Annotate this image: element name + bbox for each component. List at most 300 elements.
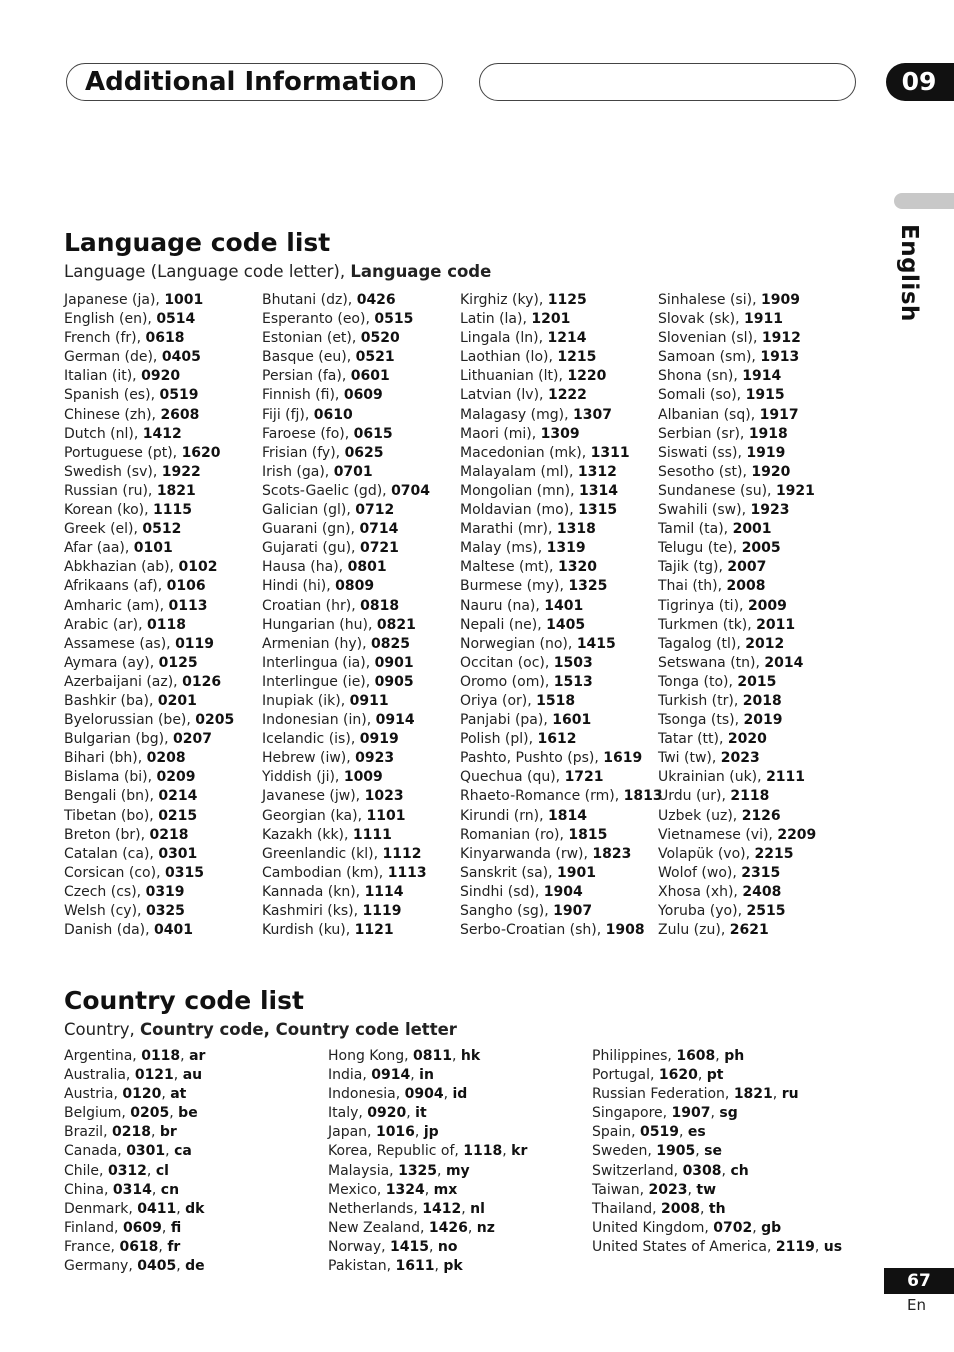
language-code: 0405 — [161, 349, 201, 366]
language-code: 0704 — [391, 482, 431, 499]
language-code: 1125 — [547, 292, 587, 308]
language-name: Telugu (te), — [658, 540, 742, 557]
language-code: 0113 — [168, 597, 208, 614]
country-entry — [328, 1257, 527, 1276]
country-letter: kr — [511, 1143, 528, 1160]
language-code: 0521 — [355, 349, 395, 366]
language-code: 0205 — [195, 712, 235, 729]
language-entry — [262, 730, 430, 749]
country-name: Canada, — [64, 1143, 127, 1160]
language-code: 2019 — [743, 712, 783, 729]
language-name: Cambodian (km), — [262, 864, 388, 881]
language-name: Mongolian (mn), — [460, 482, 579, 499]
language-entry — [658, 406, 816, 425]
language-code: 1111 — [352, 826, 392, 843]
language-name: Oromo (om), — [460, 673, 554, 690]
language-code: 2007 — [727, 559, 767, 576]
country-name: Indonesia, — [328, 1086, 405, 1103]
country-column — [64, 1047, 205, 1276]
language-subtitle-normal: Language (Language code letter), — [64, 262, 351, 281]
country-separator: , — [428, 1238, 438, 1255]
country-entry — [328, 1238, 527, 1257]
country-column — [592, 1047, 842, 1257]
country-name: Denmark, — [64, 1200, 138, 1217]
language-name: Kashmiri (ks), — [262, 903, 363, 919]
language-code: 0609 — [343, 387, 383, 404]
country-entry — [64, 1085, 205, 1104]
language-code: 0512 — [142, 521, 182, 538]
language-entry — [460, 845, 663, 864]
country-letter: au — [182, 1067, 203, 1084]
language-code: 1620 — [181, 444, 221, 461]
language-entry — [262, 692, 430, 711]
page-language: En — [907, 1296, 926, 1314]
country-code: 1016 — [375, 1124, 415, 1141]
language-code: 0519 — [159, 387, 199, 404]
language-entry — [262, 425, 430, 444]
country-letter: pt — [706, 1067, 724, 1084]
language-entry — [64, 329, 234, 348]
language-code: 0714 — [359, 521, 399, 538]
language-code: 1813 — [623, 788, 663, 805]
country-separator: , — [752, 1219, 762, 1236]
language-entry — [658, 539, 816, 558]
country-code: 1611 — [395, 1258, 435, 1275]
language-name: Esperanto (eo), — [262, 311, 375, 328]
language-code: 0919 — [359, 731, 399, 748]
language-name: Bashkir (ba), — [64, 692, 158, 709]
country-name: Netherlands, — [328, 1200, 423, 1217]
country-name: Norway, — [328, 1238, 391, 1255]
language-entry — [262, 558, 430, 577]
country-entry — [328, 1066, 527, 1085]
language-entry — [658, 768, 816, 787]
language-column — [460, 291, 663, 940]
language-code: 1901 — [557, 864, 596, 881]
language-name: Sanskrit (sa), — [460, 864, 558, 881]
country-letter: us — [823, 1238, 843, 1255]
language-name: German (de), — [64, 349, 162, 366]
country-entry — [64, 1066, 205, 1085]
country-code: 0609 — [122, 1219, 162, 1236]
language-code: 1001 — [164, 292, 204, 308]
language-entry — [262, 902, 430, 921]
language-entry — [262, 711, 430, 730]
country-separator: , — [151, 1181, 161, 1198]
language-name: Persian (fa), — [262, 368, 351, 385]
language-code: 1325 — [568, 578, 608, 595]
language-entry — [64, 711, 234, 730]
language-code: 1405 — [546, 616, 586, 633]
language-code: 2408 — [742, 883, 782, 900]
language-entry — [658, 654, 816, 673]
language-name: Kirghiz (ky), — [460, 292, 548, 308]
language-code: 1215 — [557, 349, 597, 366]
language-name: Yoruba (yo), — [658, 903, 747, 919]
country-name: India, — [328, 1067, 372, 1084]
language-code: 0923 — [355, 750, 395, 767]
language-name: Urdu (ur), — [658, 788, 731, 805]
country-letter: mx — [433, 1181, 458, 1198]
language-code: 1721 — [564, 769, 604, 786]
language-code: 0319 — [145, 883, 185, 900]
language-name: Arabic (ar), — [64, 616, 147, 633]
language-entry — [460, 883, 663, 902]
language-entry — [460, 520, 663, 539]
country-code: 0618 — [119, 1238, 159, 1255]
country-letter: hk — [460, 1048, 481, 1064]
language-entry — [658, 577, 816, 596]
country-name: Pakistan, — [328, 1258, 396, 1275]
language-entry — [658, 673, 816, 692]
language-code: 2111 — [766, 769, 806, 786]
country-separator: , — [158, 1238, 168, 1255]
language-code: 1909 — [760, 292, 800, 308]
language-code: 0106 — [166, 578, 206, 595]
language-entry — [262, 845, 430, 864]
language-entry — [64, 749, 234, 768]
language-entry — [64, 348, 234, 367]
country-name: Australia, — [64, 1067, 135, 1084]
language-code: 1119 — [362, 903, 402, 919]
country-letter: gb — [761, 1219, 782, 1236]
language-code: 0911 — [349, 692, 389, 709]
language-name: Georgian (ka), — [262, 807, 367, 824]
language-entry — [460, 501, 663, 520]
language-name: Bhutani (dz), — [262, 292, 357, 308]
language-code: 1814 — [548, 807, 587, 824]
language-name: Volapük (vo), — [658, 845, 755, 862]
country-letter: ar — [189, 1048, 206, 1064]
language-entry — [262, 864, 430, 883]
language-code: 2018 — [742, 692, 782, 709]
country-separator: , — [180, 1048, 190, 1064]
language-name: Polish (pl), — [460, 731, 538, 748]
country-entry — [64, 1257, 205, 1276]
language-code: 0809 — [335, 578, 375, 595]
language-entry — [460, 711, 663, 730]
language-entry — [658, 367, 816, 386]
country-entry — [328, 1142, 527, 1161]
language-entry — [658, 864, 816, 883]
language-code: 1312 — [577, 463, 617, 480]
language-name: Laothian (lo), — [460, 349, 558, 366]
country-letter: no — [437, 1238, 458, 1255]
language-code: 1908 — [605, 922, 645, 939]
language-entry — [658, 386, 816, 405]
language-name: Tigrinya (ti), — [658, 597, 748, 614]
country-entry — [64, 1238, 205, 1257]
language-entry — [658, 692, 816, 711]
language-name: Kazakh (kk), — [262, 826, 353, 843]
language-name: Estonian (et), — [262, 330, 361, 347]
country-separator: , — [715, 1048, 725, 1064]
language-entry — [460, 329, 663, 348]
country-entry — [592, 1085, 842, 1104]
language-code: 1919 — [746, 444, 786, 461]
language-code: 2009 — [747, 597, 787, 614]
language-name: Bulgarian (bg), — [64, 731, 173, 748]
language-name: Greenlandic (kl), — [262, 845, 383, 862]
language-code: 2215 — [754, 845, 794, 862]
country-separator: , — [700, 1200, 709, 1217]
language-entry — [460, 654, 663, 673]
language-name: Rhaeto-Romance (rm), — [460, 788, 624, 805]
language-code: 1415 — [576, 635, 616, 652]
language-code: 1009 — [343, 769, 383, 786]
language-name: Hausa (ha), — [262, 559, 348, 576]
language-entry — [262, 310, 430, 329]
country-entry — [328, 1123, 527, 1142]
language-code: 1309 — [540, 425, 580, 442]
language-name: Turkmen (tk), — [658, 616, 757, 633]
country-separator: , — [173, 1067, 183, 1084]
language-code: 2315 — [741, 864, 781, 881]
country-letter: id — [452, 1086, 468, 1103]
country-letter: cn — [160, 1181, 180, 1198]
language-name: Hungarian (hu), — [262, 616, 377, 633]
language-code: 0712 — [355, 502, 395, 519]
language-code: 0218 — [149, 826, 189, 843]
language-code: 1619 — [603, 750, 643, 767]
language-entry — [64, 673, 234, 692]
language-name: English (en), — [64, 311, 157, 328]
language-code: 0101 — [133, 540, 173, 557]
country-separator: , — [437, 1162, 446, 1179]
language-code: 2014 — [764, 654, 804, 671]
country-name: Switzerland, — [592, 1162, 683, 1179]
language-column — [64, 291, 234, 940]
header-title-box — [66, 63, 443, 101]
language-code: 0520 — [360, 330, 400, 347]
language-name: Occitan (oc), — [460, 654, 554, 671]
language-entry — [262, 883, 430, 902]
language-code: 1823 — [592, 845, 632, 862]
language-code: 1222 — [547, 387, 587, 404]
language-name: Moldavian (mo), — [460, 502, 579, 519]
language-entry — [658, 463, 816, 482]
language-code: 1921 — [775, 482, 815, 499]
language-entry — [64, 482, 234, 501]
country-name: Belgium, — [64, 1105, 131, 1122]
header-empty-box — [479, 63, 856, 101]
country-name: Germany, — [64, 1258, 138, 1275]
language-code: 0618 — [145, 330, 185, 347]
language-name: Tagalog (tl), — [658, 635, 746, 652]
language-entry — [262, 482, 430, 501]
country-section-subtitle — [64, 1020, 457, 1040]
country-letter: ch — [730, 1162, 749, 1179]
country-separator: , — [502, 1143, 512, 1160]
language-code: 1315 — [578, 502, 618, 519]
language-name: Kirundi (rn), — [460, 807, 549, 824]
language-name: Afar (aa), — [64, 540, 134, 557]
country-name: Portugal, — [592, 1067, 659, 1084]
country-letter: fi — [170, 1219, 182, 1236]
country-code: 1907 — [671, 1105, 711, 1122]
language-entry — [262, 654, 430, 673]
language-name: French (fr), — [64, 330, 146, 347]
language-entry — [64, 654, 234, 673]
language-code: 0119 — [175, 635, 215, 652]
language-code: 1513 — [553, 673, 593, 690]
language-code: 1922 — [161, 463, 201, 480]
country-entry — [592, 1104, 842, 1123]
language-entry — [64, 921, 234, 940]
language-code: 0207 — [172, 731, 212, 748]
language-name: Yiddish (ji), — [262, 769, 344, 786]
language-entry — [460, 577, 663, 596]
language-code: 0818 — [360, 597, 400, 614]
language-entry — [658, 921, 816, 940]
side-tab-marker — [894, 193, 954, 209]
language-code: 0125 — [158, 654, 198, 671]
language-entry — [64, 883, 234, 902]
country-separator: , — [414, 1124, 424, 1141]
country-entry — [64, 1162, 205, 1181]
country-letter: it — [415, 1105, 427, 1122]
language-code: 1115 — [153, 502, 192, 519]
country-entry — [592, 1142, 842, 1161]
language-name: Corsican (co), — [64, 864, 165, 881]
country-entry — [592, 1162, 842, 1181]
language-entry — [262, 329, 430, 348]
language-code: 1113 — [387, 864, 427, 881]
language-code: 0615 — [353, 425, 393, 442]
language-entry — [460, 807, 663, 826]
language-entry — [64, 406, 234, 425]
language-name: Russian (ru), — [64, 482, 157, 499]
country-entry — [328, 1104, 527, 1123]
country-separator: , — [176, 1258, 186, 1275]
language-entry — [64, 520, 234, 539]
language-entry — [658, 807, 816, 826]
language-entry — [64, 730, 234, 749]
language-entry — [262, 386, 430, 405]
language-entry — [658, 444, 816, 463]
country-code: 1426 — [428, 1219, 468, 1236]
language-entry — [262, 291, 430, 310]
country-separator: , — [814, 1238, 824, 1255]
country-name: France, — [64, 1238, 120, 1255]
language-entry — [64, 902, 234, 921]
country-code: 0904 — [404, 1086, 444, 1103]
language-entry — [64, 291, 234, 310]
language-code: 1201 — [531, 311, 571, 328]
language-name: Nauru (na), — [460, 597, 545, 614]
language-code: 1815 — [568, 826, 608, 843]
language-entry — [658, 845, 816, 864]
language-name: Chinese (zh), — [64, 406, 161, 423]
language-name: Bislama (bi), — [64, 769, 157, 786]
language-name: Spanish (es), — [64, 387, 160, 404]
country-section-title: Country code list — [64, 986, 304, 1015]
language-name: Hindi (hi), — [262, 578, 336, 595]
country-separator: , — [169, 1105, 179, 1122]
country-name: Taiwan, — [592, 1181, 649, 1198]
language-code: 2008 — [726, 578, 766, 595]
country-name: United Kingdom, — [592, 1219, 714, 1236]
language-entry — [658, 348, 816, 367]
language-name: Swedish (sv), — [64, 463, 162, 480]
language-code: 1319 — [546, 540, 586, 557]
language-entry — [460, 558, 663, 577]
language-entry — [64, 692, 234, 711]
language-name: Quechua (qu), — [460, 769, 565, 786]
language-entry — [460, 673, 663, 692]
country-separator: , — [406, 1105, 416, 1122]
language-code: 1917 — [759, 406, 799, 423]
language-code: 1023 — [364, 788, 404, 805]
language-entry — [262, 520, 430, 539]
language-name: Bengali (bn), — [64, 788, 159, 805]
language-name: Interlingue (ie), — [262, 673, 375, 690]
language-entry — [460, 386, 663, 405]
language-name: Icelandic (is), — [262, 731, 360, 748]
language-name: Amharic (am), — [64, 597, 169, 614]
country-letter: tw — [696, 1181, 717, 1198]
country-letter: de — [185, 1258, 205, 1275]
country-code: 0920 — [367, 1105, 407, 1122]
language-entry — [262, 597, 430, 616]
country-name: Mexico, — [328, 1181, 386, 1198]
country-code: 1412 — [422, 1200, 462, 1217]
language-entry — [64, 310, 234, 329]
language-name: Latvian (lv), — [460, 387, 548, 404]
language-code: 2001 — [732, 521, 772, 538]
language-name: Siswati (ss), — [658, 444, 747, 461]
country-name: Thailand, — [592, 1200, 662, 1217]
side-language-label: English — [896, 224, 922, 322]
language-name: Dutch (nl), — [64, 425, 143, 442]
language-entry — [658, 635, 816, 654]
language-entry — [460, 367, 663, 386]
country-code: 0405 — [137, 1258, 177, 1275]
language-entry — [64, 597, 234, 616]
language-entry — [658, 597, 816, 616]
language-code: 0721 — [359, 540, 399, 557]
country-code: 1608 — [676, 1048, 716, 1064]
country-entry — [64, 1200, 205, 1219]
language-name: Hebrew (iw), — [262, 750, 356, 767]
country-name: Argentina, — [64, 1048, 142, 1064]
language-entry — [460, 463, 663, 482]
language-entry — [658, 520, 816, 539]
language-name: Tamil (ta), — [658, 521, 733, 538]
country-name: Philippines, — [592, 1048, 677, 1064]
language-code: 1913 — [760, 349, 800, 366]
language-code: 0514 — [156, 311, 196, 328]
language-name: Setswana (tn), — [658, 654, 765, 671]
country-separator: , — [424, 1181, 434, 1198]
language-name: Portuguese (pt), — [64, 444, 182, 461]
language-entry — [658, 482, 816, 501]
language-code: 0610 — [313, 406, 353, 423]
country-separator: , — [150, 1124, 160, 1141]
country-letter: th — [708, 1200, 726, 1217]
language-code: 0315 — [164, 864, 204, 881]
country-entry — [592, 1123, 842, 1142]
country-code: 0914 — [371, 1067, 411, 1084]
chapter-badge: 09 — [886, 63, 954, 101]
language-entry — [460, 348, 663, 367]
language-name: Irish (ga), — [262, 463, 334, 480]
country-entry — [592, 1047, 842, 1066]
language-entry — [64, 787, 234, 806]
language-name: Swahili (sw), — [658, 502, 751, 519]
language-name: Zulu (zu), — [658, 922, 730, 939]
language-entry — [262, 768, 430, 787]
